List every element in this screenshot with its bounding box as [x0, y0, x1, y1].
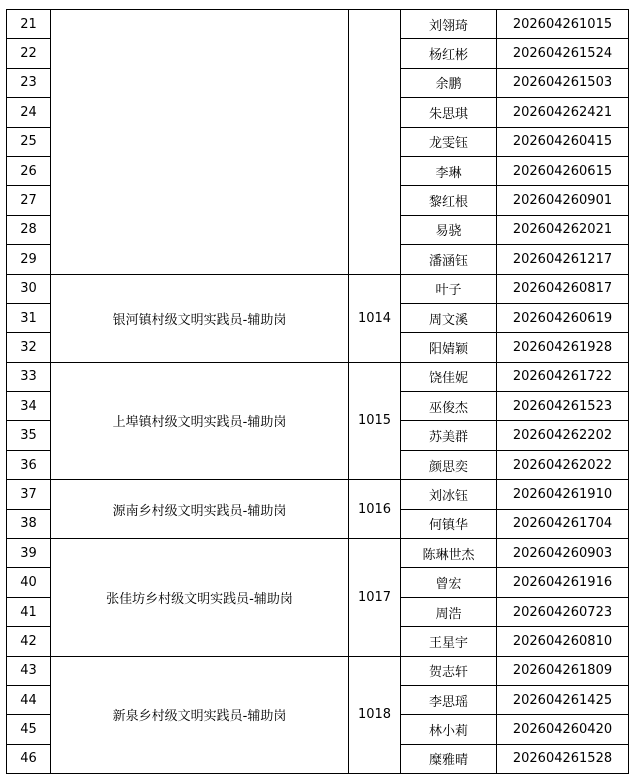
table-row [7, 480, 629, 509]
admission-ticket-cell: 202604260901 [497, 186, 629, 215]
candidate-name-cell: 潘涵钰 [401, 245, 497, 274]
position-name-cell [51, 10, 349, 275]
admission-ticket-cell: 202604261809 [497, 656, 629, 685]
admission-ticket-cell: 202604262202 [497, 421, 629, 450]
admission-ticket-cell: 202604260415 [497, 127, 629, 156]
position-code-cell [349, 10, 401, 275]
row-number-cell: 25 [7, 127, 51, 156]
row-number-cell: 23 [7, 68, 51, 97]
position-name-cell: 张佳坊乡村级文明实践员-辅助岗 [51, 539, 349, 657]
admission-ticket-cell: 202604261528 [497, 744, 629, 773]
row-number-cell: 45 [7, 715, 51, 744]
row-number-cell: 46 [7, 744, 51, 773]
admission-ticket-cell: 202604261015 [497, 10, 629, 39]
row-number-cell: 36 [7, 450, 51, 479]
position-code-cell: 1018 [349, 656, 401, 774]
candidate-name-cell: 李琳 [401, 156, 497, 185]
position-name-cell: 银河镇村级文明实践员-辅助岗 [51, 274, 349, 362]
row-number-cell: 34 [7, 392, 51, 421]
candidate-name-cell: 易骁 [401, 215, 497, 244]
row-number-cell: 33 [7, 362, 51, 391]
row-number-cell: 31 [7, 303, 51, 332]
admission-ticket-cell: 202604261523 [497, 392, 629, 421]
candidate-name-cell: 苏美群 [401, 421, 497, 450]
position-code-cell: 1016 [349, 480, 401, 539]
row-number-cell: 43 [7, 656, 51, 685]
table-row [7, 656, 629, 685]
admission-ticket-cell: 202604262022 [497, 450, 629, 479]
candidate-name-cell: 刘冰钰 [401, 480, 497, 509]
row-number-cell: 30 [7, 274, 51, 303]
admission-ticket-cell: 202604261704 [497, 509, 629, 538]
admission-ticket-cell: 202604261217 [497, 245, 629, 274]
admission-ticket-cell: 202604261916 [497, 568, 629, 597]
candidate-name-cell: 周浩 [401, 597, 497, 626]
candidate-name-cell: 龙雯钰 [401, 127, 497, 156]
row-number-cell: 37 [7, 480, 51, 509]
admission-ticket-cell: 202604262421 [497, 98, 629, 127]
candidate-name-cell: 李思瑶 [401, 685, 497, 714]
candidate-name-cell: 周文溪 [401, 303, 497, 332]
candidate-name-cell: 余鹏 [401, 68, 497, 97]
candidate-name-cell: 颜思奕 [401, 450, 497, 479]
candidate-name-cell: 刘翎琦 [401, 10, 497, 39]
candidate-name-cell: 阳婧颖 [401, 333, 497, 362]
row-number-cell: 44 [7, 685, 51, 714]
table-row [7, 10, 629, 39]
position-code-cell: 1015 [349, 362, 401, 480]
candidate-name-cell: 杨红彬 [401, 39, 497, 68]
admission-ticket-cell: 202604260903 [497, 539, 629, 568]
admission-ticket-cell: 202604260723 [497, 597, 629, 626]
admission-ticket-cell: 202604260420 [497, 715, 629, 744]
candidate-name-cell: 叶子 [401, 274, 497, 303]
admission-ticket-cell: 202604261928 [497, 333, 629, 362]
row-number-cell: 38 [7, 509, 51, 538]
admission-ticket-cell: 202604261722 [497, 362, 629, 391]
row-number-cell: 41 [7, 597, 51, 626]
candidate-name-cell: 贺志轩 [401, 656, 497, 685]
candidate-name-cell: 王星宇 [401, 627, 497, 656]
admission-ticket-cell: 202604260810 [497, 627, 629, 656]
admission-ticket-cell: 202604261425 [497, 685, 629, 714]
row-number-cell: 27 [7, 186, 51, 215]
row-number-cell: 40 [7, 568, 51, 597]
position-code-cell: 1017 [349, 539, 401, 657]
admission-ticket-cell: 202604260817 [497, 274, 629, 303]
row-number-cell: 24 [7, 98, 51, 127]
candidate-name-cell: 朱思琪 [401, 98, 497, 127]
row-number-cell: 35 [7, 421, 51, 450]
candidate-name-cell: 饶佳妮 [401, 362, 497, 391]
candidate-name-cell: 曾宏 [401, 568, 497, 597]
table-body [7, 10, 629, 774]
position-name-cell: 上埠镇村级文明实践员-辅助岗 [51, 362, 349, 480]
candidate-name-cell: 林小莉 [401, 715, 497, 744]
row-number-cell: 28 [7, 215, 51, 244]
row-number-cell: 26 [7, 156, 51, 185]
admission-ticket-cell: 202604260615 [497, 156, 629, 185]
table-row [7, 539, 629, 568]
admission-ticket-cell: 202604260619 [497, 303, 629, 332]
position-name-cell: 源南乡村级文明实践员-辅助岗 [51, 480, 349, 539]
row-number-cell: 22 [7, 39, 51, 68]
admission-ticket-cell: 202604262021 [497, 215, 629, 244]
table-row [7, 362, 629, 391]
row-number-cell: 39 [7, 539, 51, 568]
admission-ticket-cell: 202604261503 [497, 68, 629, 97]
candidate-name-cell: 何镇华 [401, 509, 497, 538]
table-row [7, 274, 629, 303]
row-number-cell: 32 [7, 333, 51, 362]
admission-ticket-cell: 202604261524 [497, 39, 629, 68]
position-code-cell: 1014 [349, 274, 401, 362]
row-number-cell: 21 [7, 10, 51, 39]
candidate-table [6, 9, 629, 774]
candidate-name-cell: 巫俊杰 [401, 392, 497, 421]
candidate-name-cell: 黎红根 [401, 186, 497, 215]
row-number-cell: 29 [7, 245, 51, 274]
position-name-cell: 新泉乡村级文明实践员-辅助岗 [51, 656, 349, 774]
candidate-name-cell: 陈琳世杰 [401, 539, 497, 568]
row-number-cell: 42 [7, 627, 51, 656]
candidate-name-cell: 糜雅晴 [401, 744, 497, 773]
admission-ticket-cell: 202604261910 [497, 480, 629, 509]
